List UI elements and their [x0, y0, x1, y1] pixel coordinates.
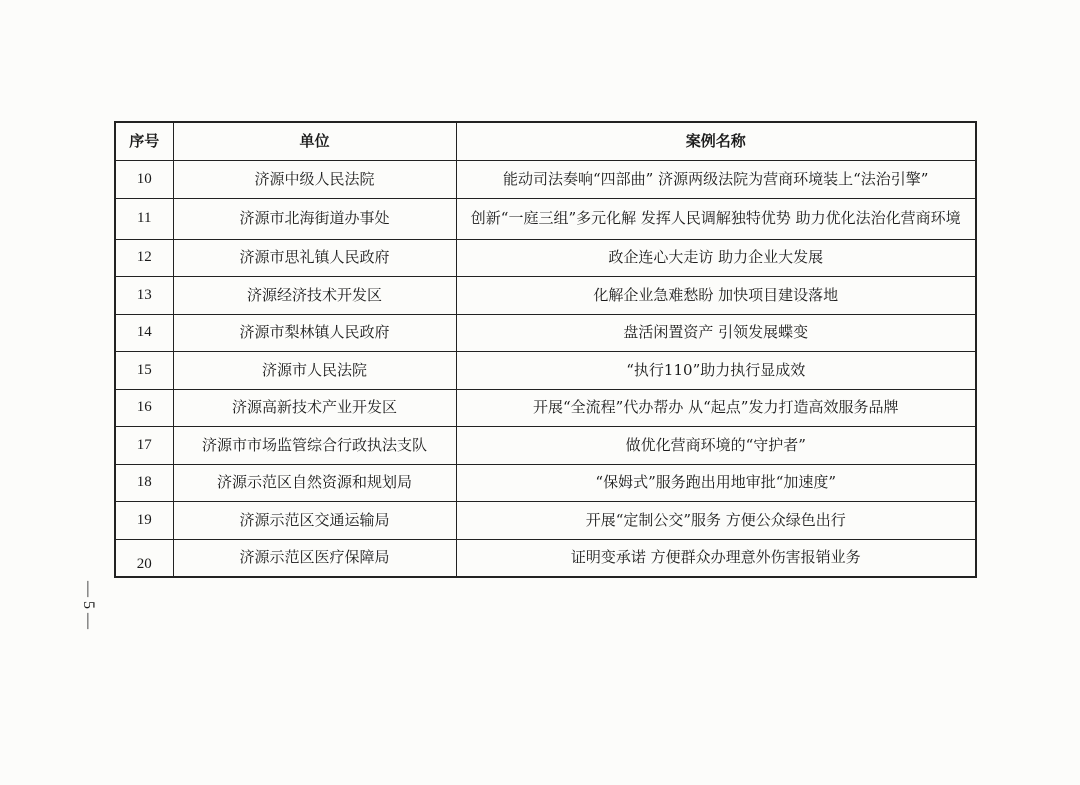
row-no: 15 — [115, 352, 173, 390]
row-case-name: 能动司法奏响“四部曲” 济源两级法院为营商环境装上“法治引擎” — [456, 161, 976, 199]
row-no: 19 — [115, 502, 173, 540]
row-unit: 济源示范区交通运输局 — [173, 502, 456, 540]
table-row — [115, 314, 976, 352]
row-unit: 济源示范区自然资源和规划局 — [173, 464, 456, 502]
row-no: 18 — [115, 464, 173, 502]
row-unit: 济源市人民法院 — [173, 352, 456, 390]
row-case-name: 政企连心大走访 助力企业大发展 — [456, 239, 976, 277]
row-no: 16 — [115, 389, 173, 427]
row-case-name: 开展“定制公交”服务 方便公众绿色出行 — [456, 502, 976, 540]
row-case-name: 开展“全流程”代办帮办 从“起点”发力打造高效服务品牌 — [456, 389, 976, 427]
table-row — [115, 277, 976, 315]
row-case-name: 盘活闲置资产 引领发展蝶变 — [456, 314, 976, 352]
row-unit: 济源中级人民法院 — [173, 161, 456, 199]
row-unit: 济源市梨林镇人民政府 — [173, 314, 456, 352]
header-unit: 单位 — [173, 122, 456, 161]
row-no: 11 — [115, 198, 173, 239]
header-case-name: 案例名称 — [456, 122, 976, 161]
table-row — [115, 239, 976, 277]
table-row — [115, 161, 976, 199]
row-unit: 济源市北海街道办事处 — [173, 198, 456, 239]
row-unit: 济源经济技术开发区 — [173, 277, 456, 315]
table-row — [115, 352, 976, 390]
row-no: 10 — [115, 161, 173, 199]
table-row — [115, 539, 976, 577]
table-row — [115, 464, 976, 502]
header-no: 序号 — [115, 122, 173, 161]
row-no: 17 — [115, 427, 173, 465]
table-row — [115, 427, 976, 465]
row-no: 12 — [115, 239, 173, 277]
page-number: — 5 — — [80, 581, 97, 629]
row-case-name: “执行110”助力执行显成效 — [456, 352, 976, 390]
row-no: 14 — [115, 314, 173, 352]
row-case-name: 证明变承诺 方便群众办理意外伤害报销业务 — [456, 539, 976, 577]
row-case-name: 做优化营商环境的“守护者” — [456, 427, 976, 465]
row-unit: 济源示范区医疗保障局 — [173, 539, 456, 577]
table-row — [115, 389, 976, 427]
table-row — [115, 502, 976, 540]
table-row — [115, 198, 976, 239]
case-table — [114, 121, 977, 578]
row-unit: 济源市思礼镇人民政府 — [173, 239, 456, 277]
row-case-name: 创新“一庭三组”多元化解 发挥人民调解独特优势 助力优化法治化营商环境 — [456, 198, 976, 239]
row-case-name: 化解企业急难愁盼 加快项目建设落地 — [456, 277, 976, 315]
row-unit: 济源市市场监管综合行政执法支队 — [173, 427, 456, 465]
row-case-name: “保姆式”服务跑出用地审批“加速度” — [456, 464, 976, 502]
row-no: 20 — [115, 539, 173, 577]
row-no: 13 — [115, 277, 173, 315]
table-header-row — [115, 122, 976, 161]
row-unit: 济源高新技术产业开发区 — [173, 389, 456, 427]
